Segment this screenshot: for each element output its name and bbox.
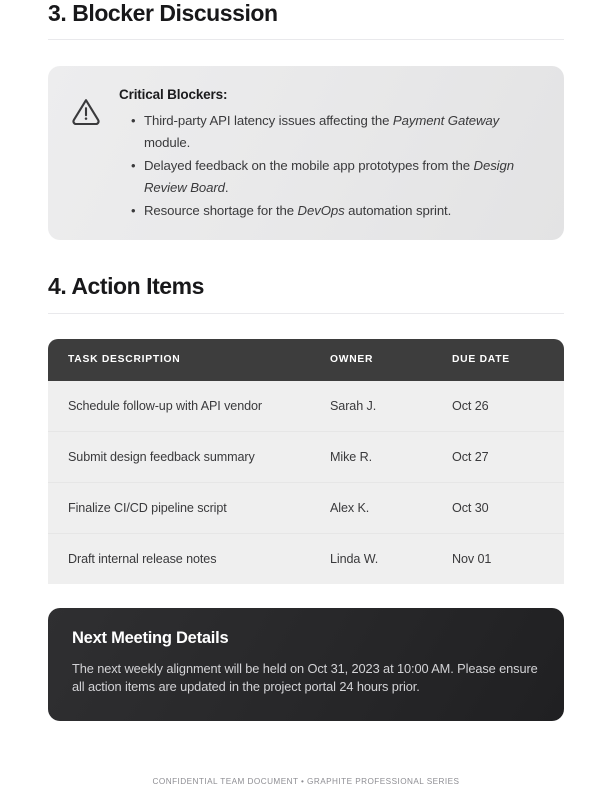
blocker-text-before: Delayed feedback on the mobile app prototypes from the [144,157,474,173]
column-header-owner[interactable]: OWNER [330,339,452,381]
table-row[interactable] [48,381,564,432]
cell-due-date: Oct 27 [452,431,564,482]
next-meeting-card [48,608,564,721]
critical-blockers-callout [48,66,564,240]
table-row[interactable] [48,533,564,584]
cell-task-description: Finalize CI/CD pipeline script [48,482,330,533]
blocker-text-emphasis: Design Review Board [144,157,514,196]
action-items-table-head [48,339,564,381]
warning-triangle-icon [70,95,102,127]
critical-blockers-list [119,110,542,223]
cell-due-date: Oct 30 [452,482,564,533]
next-meeting-title: Next Meeting Details [72,628,229,647]
blocker-text-before: Third-party API latency issues affecting the [144,112,393,128]
blocker-list-item [144,200,542,223]
table-header-row [48,339,564,381]
table-row[interactable] [48,482,564,533]
document-footer: CONFIDENTIAL TEAM DOCUMENT • GRAPHITE PROFESSIONAL SERIES [152,777,460,786]
cell-task-description: Draft internal release notes [48,533,330,584]
section-action-items [48,273,564,583]
cell-owner: Mike R. [330,431,452,482]
cell-due-date: Nov 01 [452,533,564,584]
blocker-list-item [144,155,542,200]
blocker-text-emphasis: Payment Gateway [392,112,500,128]
cell-task-description: Submit design feedback summary [48,431,330,482]
critical-blockers-body [119,86,542,222]
blocker-text-emphasis: DevOps [297,202,345,218]
cell-task-description: Schedule follow-up with API vendor [48,381,330,432]
section-heading-action-items: 4. Action Items [48,273,204,300]
cell-owner: Sarah J. [330,381,452,432]
column-header-due-date[interactable]: DUE DATE [452,339,564,381]
blocker-list-item [144,110,542,155]
action-items-table-body [48,381,564,584]
action-items-table [48,339,564,584]
cell-owner: Alex K. [330,482,452,533]
cell-owner: Linda W. [330,533,452,584]
section-heading-blocker: 3. Blocker Discussion [48,0,278,26]
column-header-task-description[interactable]: TASK DESCRIPTION [48,339,330,381]
heading-divider-blocker [48,39,564,40]
heading-divider-action-items [48,313,564,314]
blocker-text-before: Resource shortage for the [144,202,298,218]
blocker-text-after: . [224,180,229,196]
critical-blockers-title: Critical Blockers: [119,87,228,103]
next-meeting-body: The next weekly alignment will be held on Oct 31, 2023 at 10:00 AM. Please ensure all action items are updated in the project portal 24 hours prior. [72,660,538,695]
table-row[interactable] [48,431,564,482]
action-items-table-wrapper [48,339,564,584]
blocker-text-after: module. [144,135,191,151]
blocker-text-after: automation sprint. [344,202,452,218]
section-blocker-discussion [48,0,564,240]
cell-due-date: Oct 26 [452,381,564,432]
